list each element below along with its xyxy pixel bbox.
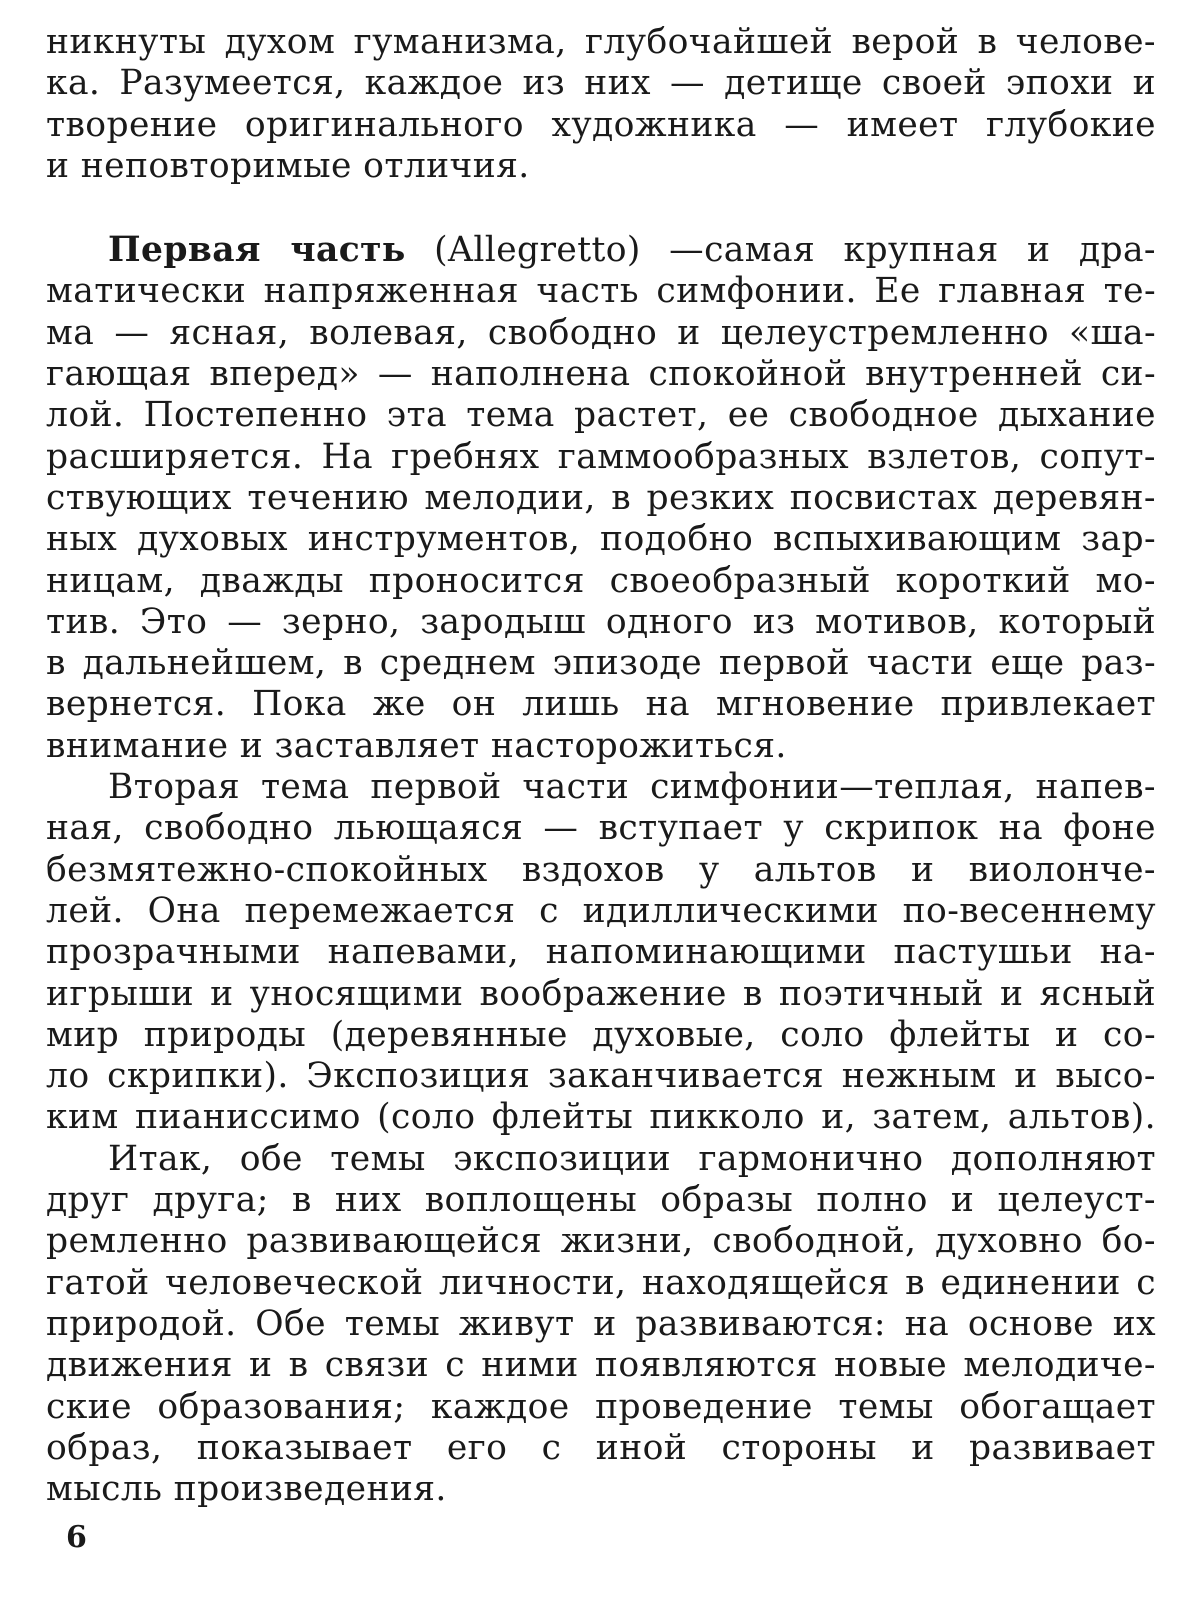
text-line: и неповторимые отличия. xyxy=(46,145,530,186)
text-line: творение оригинального художника — имеет глубокие xyxy=(46,104,1156,145)
text-line: лей. Она перемежается с идиллическими по-весеннему xyxy=(46,890,1156,931)
text-line: мир природы (деревянные духовые, соло флейты и со- xyxy=(46,1014,1156,1055)
text-line: ствующих течению мелодии, в резких посвистах деревян- xyxy=(46,477,1156,518)
text-line: Итак, обе темы экспозиции гармонично дополняют xyxy=(108,1138,1156,1179)
text-line: безмятежно-спокойных вздохов у альтов и виолонче- xyxy=(46,849,1156,890)
text-line: друг друга; в них воплощены образы полно и целеуст- xyxy=(46,1180,1156,1221)
text-line: ма — ясная, волевая, свободно и целеустремленно «ша- xyxy=(46,312,1156,353)
text-line: вернется. Пока же он лишь на мгновение привлекает xyxy=(46,684,1156,725)
section-paragraph-1 xyxy=(46,230,1156,767)
text-line: тив. Это — зерно, зародыш одного из мотивов, который xyxy=(46,601,1156,642)
text-line: Вторая тема первой части симфонии—теплая, напев- xyxy=(108,767,1156,808)
text-line: ная, свободно льющаяся — вступает у скрипок на фоне xyxy=(46,808,1156,849)
section-first-line xyxy=(46,230,1156,271)
page-number: 6 xyxy=(66,1520,87,1555)
text-line: ким пианиссимо (соло флейты пикколо и, затем, альтов). xyxy=(46,1097,1156,1138)
section-heading: Первая часть xyxy=(108,230,406,271)
text-line: гающая вперед» — наполнена спокойной внутренней си- xyxy=(46,354,1156,395)
text-line: лой. Постепенно эта тема растет, ее свободное дыхание xyxy=(46,395,1156,436)
intro-paragraph xyxy=(46,22,1156,187)
section-paragraph-2 xyxy=(46,767,1156,1139)
text-line: ло скрипки). Экспозиция заканчивается нежным и высо- xyxy=(46,1056,1156,1097)
paragraph-gap xyxy=(46,187,1156,230)
book-page xyxy=(46,22,1156,1510)
text-line: в дальнейшем, в среднем эпизоде первой части еще раз- xyxy=(46,643,1156,684)
text-line: внимание и заставляет насторожиться. xyxy=(46,725,787,766)
text-line: ных духовых инструментов, подобно вспыхивающим зар- xyxy=(46,519,1156,560)
text-line: мысль произведения. xyxy=(46,1469,447,1510)
text-line: гатой человеческой личности, находящейся в единении с xyxy=(46,1262,1156,1303)
text-line: игрыши и уносящими воображение в поэтичный и ясный xyxy=(46,973,1156,1014)
text-line: расширяется. На гребнях гаммообразных взлетов, сопут- xyxy=(46,436,1156,477)
text-line: никнуты духом гуманизма, глубочайшей верой в челове- xyxy=(46,22,1156,62)
section-paragraph-3 xyxy=(46,1139,1156,1511)
text-line: матически напряженная часть симфонии. Ее главная те- xyxy=(46,271,1156,312)
text-line: ремленно развивающейся жизни, свободной, духовно бо- xyxy=(46,1221,1156,1262)
text-line: прозрачными напевами, напоминающими пастушьи на- xyxy=(46,932,1156,973)
text-line: образ, показывает его с иной стороны и развивает xyxy=(46,1427,1156,1468)
text-line: ка. Разумеется, каждое из них — детище своей эпохи и xyxy=(46,63,1156,104)
text-line: движения и в связи с ними появляются новые мелодиче- xyxy=(46,1345,1156,1386)
text-line: ские образования; каждое проведение темы обогащает xyxy=(46,1386,1156,1427)
text-line: природой. Обе темы живут и развиваются: на основе их xyxy=(46,1303,1156,1344)
section-first-line-text: (Allegretto) —самая крупная и дра- xyxy=(405,230,1156,271)
text-line: ницам, дважды проносится своеобразный короткий мо- xyxy=(46,560,1156,601)
